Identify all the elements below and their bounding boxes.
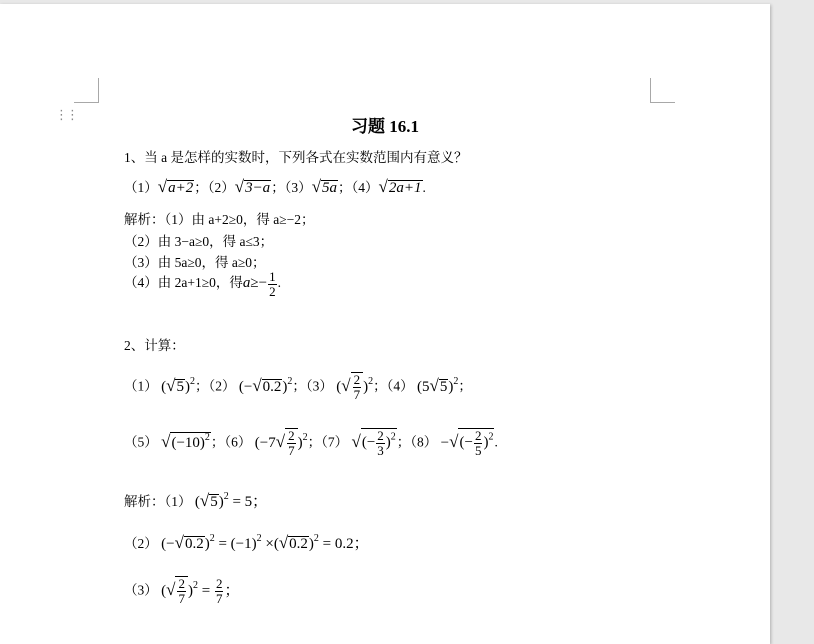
question-2-row-1: （1） $(√5)^2$；（2） $(-√0.2)^2$；（3） (√ $\frac{2}{7}$ )$^2$；（4） $(5√5)^2$； xyxy=(124,372,472,402)
question-1-prompt: 1、当 a 是怎样的实数时，下列各式在实数范围内有意义？ xyxy=(124,150,468,165)
document-page xyxy=(0,4,770,644)
solution-line: 解析：（1）由 a+2≥0，得 a≥−2； xyxy=(124,212,315,227)
question-2-solution-1: 解析：（1） $(√5)^2 = 5$； xyxy=(124,491,268,510)
question-2-solution-3: （3） (√ $\frac{2}{7}$ )$^2$ = $\frac{2}{7}$ ； xyxy=(124,576,240,606)
question-2-prompt: 2、计算： xyxy=(124,338,185,353)
solution-line: （3）由 5a≥0，得 a≥0； xyxy=(124,255,266,270)
margin-corner-left xyxy=(74,78,99,103)
question-2-row-2: （5） $√(-10)^2$；（6） (−7√ $\frac{2}{7}$ )$^2$；（7） √(− $\frac{2}{3}$ )$^2$；（8） −√(− $\frac{2}{5}$ )$^2$. xyxy=(124,428,498,458)
question-2-solution-2: （2） $(-√0.2)^2 = (-1)^2 \times(√0.2)^2 = 0.2$； xyxy=(124,533,369,552)
drag-handle-icon[interactable]: ⋮⋮ xyxy=(55,108,77,123)
question-1-items: （1）√a+2；（2）√3−a；（3）√5a；（4）√2a+1. xyxy=(124,177,426,196)
solution-line: （2）由 3−a≥0，得 a≤3； xyxy=(124,234,274,249)
page-title: 习题 16.1 xyxy=(351,117,419,136)
margin-corner-right xyxy=(650,78,675,103)
solution-line-4: （4）由 2a+1≥0，得a≥− $\frac{1}{2}$ . xyxy=(124,269,281,299)
